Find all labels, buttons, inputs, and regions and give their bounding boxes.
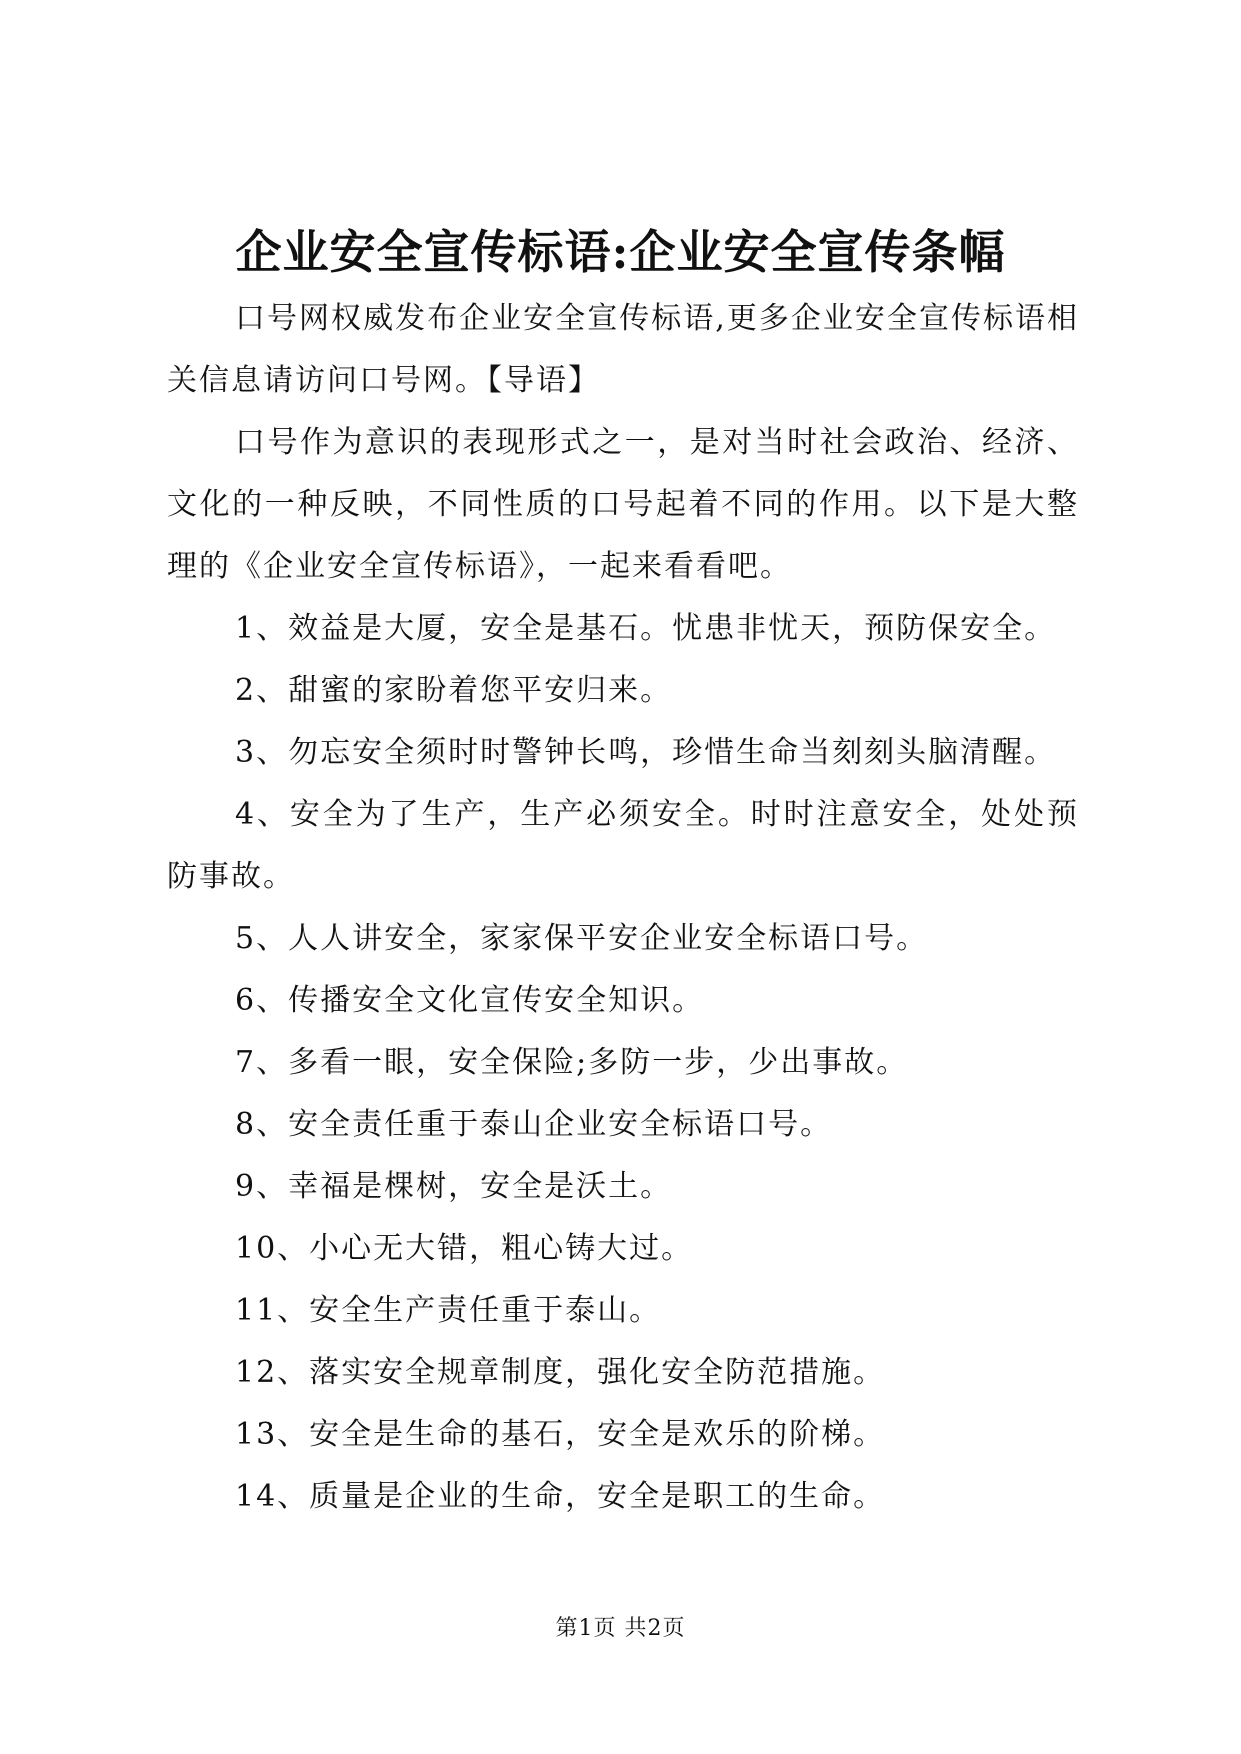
list-item: 10、小心无大错，粗心铸大过。 bbox=[235, 1231, 694, 1266]
document-body bbox=[167, 288, 1079, 1528]
list-item: 6、传播安全文化宣传安全知识。 bbox=[235, 983, 705, 1018]
intro-paragraph: 口号作为意识的表现形式之一，是对当时社会政治、经济、文化的一种反映，不同性质的口号起着不同的作用。以下是大整理的《企业安全宣传标语》，一起来看看吧。 bbox=[167, 425, 1079, 584]
list-item: 9、幸福是棵树，安全是沃土。 bbox=[235, 1169, 673, 1204]
page-footer: 第1页 共2页 bbox=[555, 1616, 686, 1641]
list-item: 14、质量是企业的生命，安全是职工的生命。 bbox=[235, 1479, 886, 1514]
list-item: 8、安全责任重于泰山企业安全标语口号。 bbox=[235, 1107, 833, 1142]
intro-paragraph: 口号网权威发布企业安全宣传标语,更多企业安全宣传标语相关信息请访问口号网。【导语】 bbox=[167, 301, 1079, 398]
list-item: 12、落实安全规章制度，强化安全防范措施。 bbox=[235, 1355, 886, 1390]
list-item: 5、人人讲安全，家家保平安企业安全标语口号。 bbox=[235, 921, 929, 956]
slogan-list bbox=[167, 598, 1079, 1528]
list-item: 11、安全生产责任重于泰山。 bbox=[235, 1293, 662, 1328]
list-item: 13、安全是生命的基石，安全是欢乐的阶梯。 bbox=[235, 1417, 886, 1452]
list-item: 3、勿忘安全须时时警钟长鸣，珍惜生命当刻刻头脑清醒。 bbox=[235, 735, 1057, 770]
list-item: 1、效益是大厦，安全是基石。忧患非忧天，预防保安全。 bbox=[235, 611, 1057, 646]
list-item: 7、多看一眼，安全保险;多防一步，少出事故。 bbox=[235, 1045, 909, 1080]
list-item: 4、安全为了生产，生产必须安全。时时注意安全，处处预防事故。 bbox=[167, 797, 1079, 894]
page-title: 企业安全宣传标语:企业安全宣传条幅 bbox=[235, 225, 1006, 279]
list-item: 2、甜蜜的家盼着您平安归来。 bbox=[235, 673, 673, 708]
